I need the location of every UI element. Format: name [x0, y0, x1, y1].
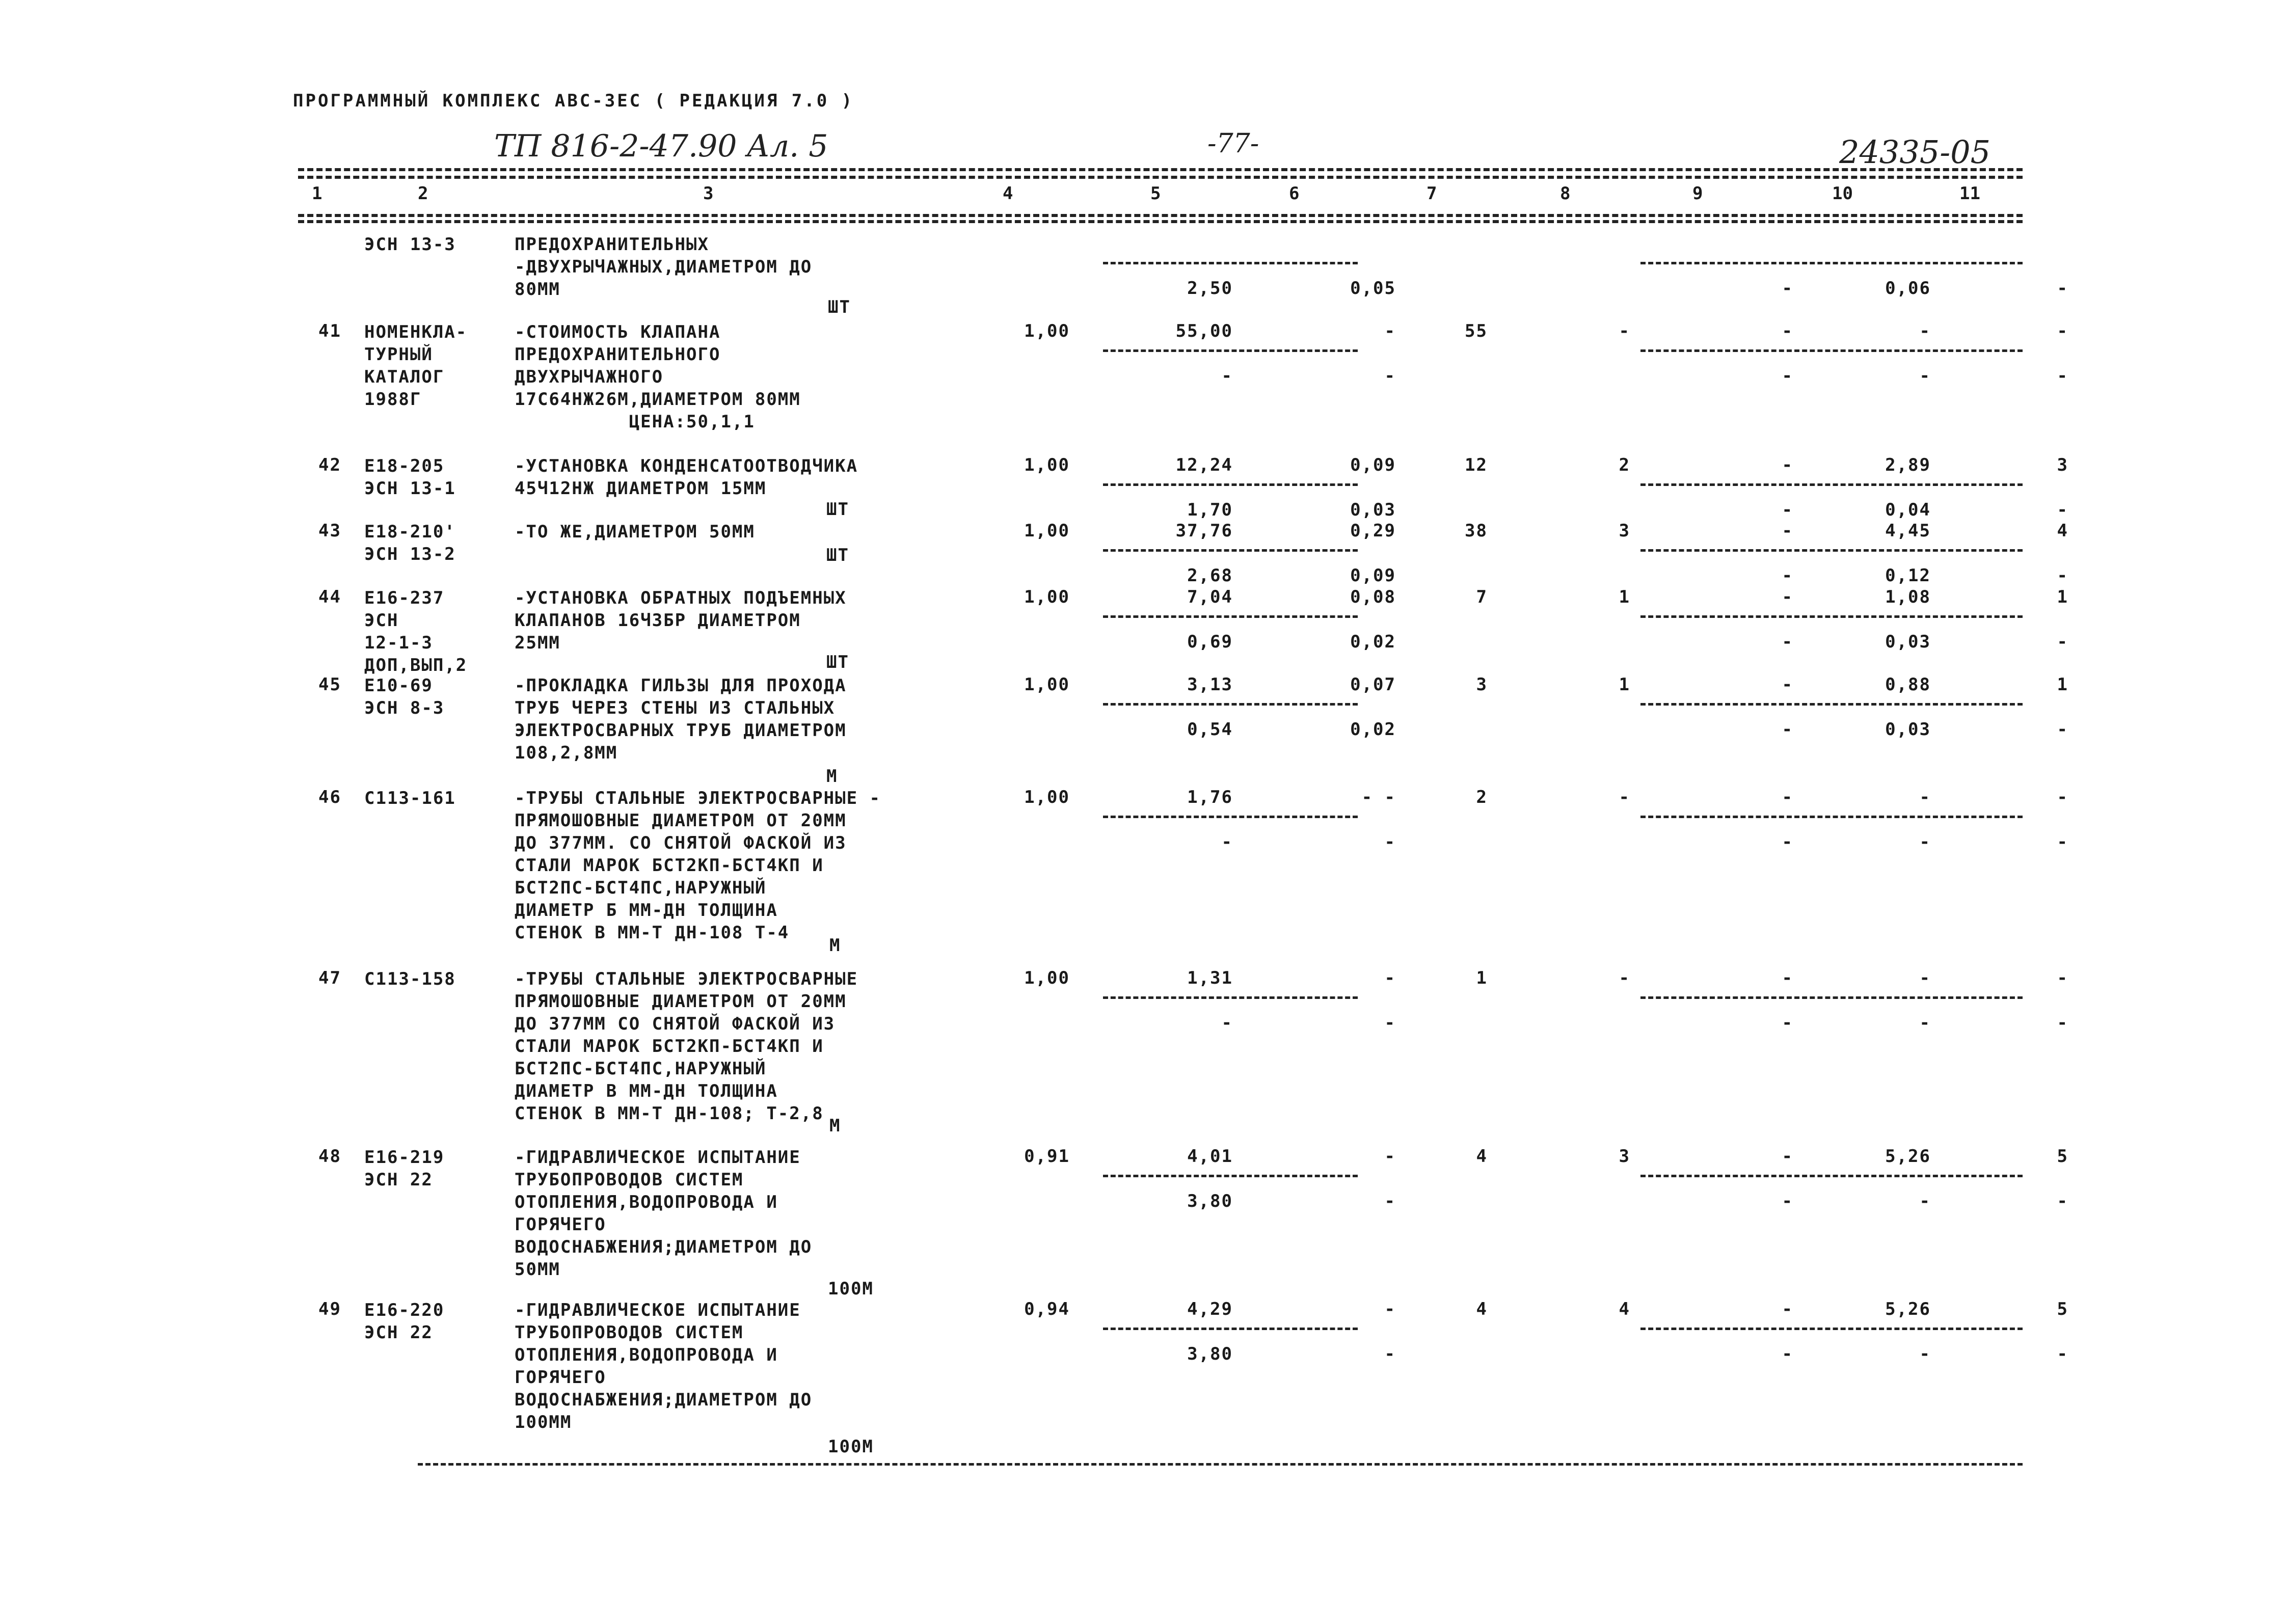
col5-top-value: 3,13: [1187, 674, 1233, 695]
archive-code: 24335-05: [1839, 133, 1991, 171]
row-code: Е18-205 ЭСН 13-1: [364, 456, 456, 499]
header-bottom-rule: [298, 214, 2023, 217]
col11-top-value: 1: [2057, 674, 2068, 695]
col6-top-value: -: [1384, 321, 1396, 341]
col7-value: 55: [1465, 321, 1488, 341]
col10-bottom-value: 0,03: [1885, 632, 1931, 652]
col8-value: -: [1619, 321, 1630, 341]
col9-top-value: -: [1782, 968, 1793, 988]
row-subtotal-separator: [1103, 349, 1358, 352]
col10-bottom-value: -: [1919, 832, 1931, 852]
col5-top-value: 12,24: [1175, 455, 1233, 475]
row-subtotal-separator-right: [1640, 615, 2023, 618]
row-subtotal-separator: [1103, 996, 1358, 999]
col5-bottom-value: 2,50: [1187, 278, 1233, 299]
row-subtotal-separator-right: [1640, 349, 2023, 352]
col5-bottom-value: 0,54: [1187, 719, 1233, 740]
col11-bottom-value: -: [2057, 565, 2068, 586]
row-description: -ТРУБЫ СТАЛЬНЫЕ ЭЛЕКТРОСВАРНЫЕ - ПРЯМОШОВНЫЕ ДИАМЕТРОМ ОТ 20ММ ДО 377ММ. СО СНЯТОЙ ФАСКОЙ ИЗ СТАЛИ МАРОК БСТ2КП-БСТ4КП И БСТ2ПС-БСТ4ПС,НАРУЖНЫЙ ДИАМЕТР Б ММ-ДН ТОЛЩИНА СТЕНОК В ММ-Т ДН-108 Т-4: [515, 788, 881, 943]
col6-bottom-value: -: [1384, 1191, 1396, 1211]
row-code: Е16-237 ЭСН 12-1-3 ДОП,ВЫП,2: [364, 588, 468, 675]
col9-bottom-value: -: [1782, 278, 1793, 299]
col7-value: 4: [1476, 1299, 1488, 1319]
row-code: ЭСН 13-3: [364, 234, 456, 255]
col6-bottom-value: 0,02: [1350, 719, 1396, 740]
row-subtotal-separator: [1103, 1328, 1358, 1330]
col-header-6: 6: [1289, 183, 1300, 204]
col6-bottom-value: -: [1384, 366, 1396, 386]
col9-bottom-value: -: [1782, 719, 1793, 740]
col-header-7: 7: [1427, 183, 1437, 204]
col11-top-value: 5: [2057, 1146, 2068, 1167]
row-unit: М: [829, 935, 841, 956]
row-number: 49: [318, 1299, 341, 1319]
col5-top-value: 55,00: [1175, 321, 1233, 341]
row-description: -УСТАНОВКА ОБРАТНЫХ ПОДЪЕМНЫХ КЛАПАНОВ 16Ч3БР ДИАМЕТРОМ 25ММ: [515, 588, 847, 653]
col7-value: 1: [1476, 968, 1488, 988]
row-description: ПРЕДОХРАНИТЕЛЬНЫХ -ДВУХРЫЧАЖНЫХ,ДИАМЕТРОМ ДО 80ММ: [515, 234, 813, 300]
col5-top-value: 1,76: [1187, 787, 1233, 807]
col8-value: 1: [1619, 674, 1630, 695]
col6-bottom-value: -: [1384, 1013, 1396, 1033]
col6-bottom-value: 0,03: [1350, 500, 1396, 520]
col10-bottom-value: -: [1919, 1344, 1931, 1364]
row-unit: М: [829, 1116, 841, 1136]
row-number: 46: [318, 787, 341, 807]
row-subtotal-separator-right: [1640, 262, 2023, 264]
row-unit: 100М: [828, 1279, 874, 1299]
top-rule: [298, 168, 2023, 171]
col-header-5: 5: [1150, 183, 1161, 204]
row-number: 48: [318, 1146, 341, 1167]
col6-top-value: 0,07: [1350, 674, 1396, 695]
col5-bottom-value: 0,69: [1187, 632, 1233, 652]
header-bottom-rule-2: [298, 220, 2023, 223]
row-subtotal-separator-right: [1640, 1328, 2023, 1330]
col6-top-value: 0,08: [1350, 587, 1396, 607]
col5-bottom-value: 1,70: [1187, 500, 1233, 520]
col11-top-value: 1: [2057, 587, 2068, 607]
row-description: -ТО ЖЕ,ДИАМЕТРОМ 50ММ: [515, 522, 755, 542]
col6-bottom-value: -: [1384, 1344, 1396, 1364]
col4-value: 0,94: [1024, 1299, 1070, 1319]
col9-top-value: -: [1782, 587, 1793, 607]
row-subtotal-separator-right: [1640, 483, 2023, 486]
row-code: НОМЕНКЛА- ТУРНЫЙ КАТАЛОГ 1988Г: [364, 322, 468, 410]
row-description: -СТОИМОСТЬ КЛАПАНА ПРЕДОХРАНИТЕЛЬНОГО ДВУХРЫЧАЖНОГО 17С64НЖ26М,ДИАМЕТРОМ 80ММ ЦЕНА:50,1,1: [515, 322, 801, 432]
row-code: С113-161: [364, 788, 456, 808]
top-rule-2: [298, 176, 2023, 179]
col11-bottom-value: -: [2057, 366, 2068, 386]
row-subtotal-separator: [1103, 816, 1358, 818]
col-header-3: 3: [703, 183, 714, 204]
row-code: Е16-220 ЭСН 22: [364, 1300, 445, 1343]
col5-bottom-value: -: [1221, 1013, 1233, 1033]
col9-top-value: -: [1782, 455, 1793, 475]
col11-top-value: -: [2057, 968, 2068, 988]
row-description: -ГИДРАВЛИЧЕСКОЕ ИСПЫТАНИЕ ТРУБОПРОВОДОВ СИСТЕМ ОТОПЛЕНИЯ,ВОДОПРОВОДА И ГОРЯЧЕГО ВОДОСНАБЖЕНИЯ;ДИАМЕТРОМ ДО 100ММ: [515, 1300, 813, 1432]
col4-value: 1,00: [1024, 674, 1070, 695]
row-subtotal-separator: [1103, 262, 1358, 264]
row-number: 43: [318, 521, 341, 541]
col10-bottom-value: 0,04: [1885, 500, 1931, 520]
row-unit: М: [826, 766, 838, 787]
col5-top-value: 1,31: [1187, 968, 1233, 988]
col6-top-value: -: [1384, 1146, 1396, 1167]
col4-value: 1,00: [1024, 521, 1070, 541]
col-header-4: 4: [1003, 183, 1013, 204]
col9-top-value: -: [1782, 521, 1793, 541]
row-subtotal-separator: [1103, 703, 1358, 706]
col10-bottom-value: -: [1919, 1191, 1931, 1211]
col-header-1: 1: [312, 183, 322, 204]
col9-bottom-value: -: [1782, 632, 1793, 652]
col8-value: -: [1619, 787, 1630, 807]
col8-value: 3: [1619, 521, 1630, 541]
col9-bottom-value: -: [1782, 1344, 1793, 1364]
row-subtotal-separator: [1103, 615, 1358, 618]
col5-bottom-value: -: [1221, 366, 1233, 386]
col10-bottom-value: 0,12: [1885, 565, 1931, 586]
col6-bottom-value: -: [1384, 832, 1396, 852]
col9-top-value: -: [1782, 321, 1793, 341]
col6-top-value: -: [1384, 1299, 1396, 1319]
row-unit: 100М: [828, 1437, 874, 1457]
col6-top-value: - -: [1361, 787, 1396, 807]
col8-value: 4: [1619, 1299, 1630, 1319]
row-unit: ШТ: [828, 297, 851, 317]
row-number: 41: [318, 321, 341, 341]
col9-bottom-value: -: [1782, 366, 1793, 386]
col11-bottom-value: -: [2057, 632, 2068, 652]
col9-bottom-value: -: [1782, 1191, 1793, 1211]
col7-value: 7: [1476, 587, 1488, 607]
col5-top-value: 37,76: [1175, 521, 1233, 541]
col10-top-value: -: [1919, 321, 1931, 341]
col4-value: 1,00: [1024, 455, 1070, 475]
col8-value: -: [1619, 968, 1630, 988]
row-subtotal-separator-right: [1640, 816, 2023, 818]
col10-bottom-value: -: [1919, 366, 1931, 386]
program-title: ПРОГРАММНЫЙ КОМПЛЕКС АВС-ЗЕС ( РЕДАКЦИЯ 7.0 ): [293, 91, 854, 111]
col10-top-value: -: [1919, 968, 1931, 988]
row-number: 42: [318, 455, 341, 475]
col5-bottom-value: 2,68: [1187, 565, 1233, 586]
row-code: С113-158: [364, 969, 456, 989]
row-number: 47: [318, 968, 341, 988]
row-code: Е16-219 ЭСН 22: [364, 1147, 445, 1190]
col6-bottom-value: 0,05: [1350, 278, 1396, 299]
row-unit: ШТ: [826, 545, 849, 565]
col8-value: 2: [1619, 455, 1630, 475]
col10-bottom-value: -: [1919, 1013, 1931, 1033]
row-code: Е10-69 ЭСН 8-3: [364, 675, 445, 718]
row-code: Е18-210' ЭСН 13-2: [364, 522, 456, 564]
col7-value: 12: [1465, 455, 1488, 475]
col-header-2: 2: [418, 183, 428, 204]
col5-top-value: 4,29: [1187, 1299, 1233, 1319]
col10-top-value: -: [1919, 787, 1931, 807]
row-subtotal-separator-right: [1640, 1175, 2023, 1177]
col6-bottom-value: 0,09: [1350, 565, 1396, 586]
col5-top-value: 4,01: [1187, 1146, 1233, 1167]
row-unit: ШТ: [826, 652, 849, 672]
col9-bottom-value: -: [1782, 565, 1793, 586]
col9-bottom-value: -: [1782, 1013, 1793, 1033]
col-header-11: 11: [1959, 183, 1980, 204]
col11-bottom-value: -: [2057, 1013, 2068, 1033]
col11-bottom-value: -: [2057, 500, 2068, 520]
col11-bottom-value: -: [2057, 1344, 2068, 1364]
col6-top-value: 0,09: [1350, 455, 1396, 475]
row-subtotal-separator-right: [1640, 549, 2023, 552]
row-description: -ПРОКЛАДКА ГИЛЬЗЫ ДЛЯ ПРОХОДА ТРУБ ЧЕРЕЗ СТЕНЫ ИЗ СТАЛЬНЫХ ЭЛЕКТРОСВАРНЫХ ТРУБ ДИАМЕТРОМ 108,2,8ММ: [515, 675, 847, 763]
col11-top-value: 5: [2057, 1299, 2068, 1319]
col5-bottom-value: 3,80: [1187, 1344, 1233, 1364]
col11-bottom-value: -: [2057, 832, 2068, 852]
col10-bottom-value: 0,06: [1885, 278, 1931, 299]
col4-value: 1,00: [1024, 787, 1070, 807]
col11-bottom-value: -: [2057, 1191, 2068, 1211]
col9-top-value: -: [1782, 1299, 1793, 1319]
col11-bottom-value: -: [2057, 278, 2068, 299]
col11-top-value: 4: [2057, 521, 2068, 541]
row-description: -ТРУБЫ СТАЛЬНЫЕ ЭЛЕКТРОСВАРНЫЕ ПРЯМОШОВНЫЕ ДИАМЕТРОМ ОТ 20ММ ДО 377ММ СО СНЯТОЙ ФАСКОЙ ИЗ СТАЛИ МАРОК БСТ2КП-БСТ4КП И БСТ2ПС-БСТ4ПС,НАРУЖНЫЙ ДИАМЕТР В ММ-ДН ТОЛЩИНА СТЕНОК В ММ-Т ДН-108; Т-2,8: [515, 969, 858, 1124]
col7-value: 2: [1476, 787, 1488, 807]
col10-top-value: 5,26: [1885, 1299, 1931, 1319]
row-subtotal-separator-right: [1640, 996, 2023, 999]
row-subtotal-separator: [1103, 483, 1358, 486]
col4-value: 1,00: [1024, 587, 1070, 607]
row-number: 45: [318, 674, 341, 695]
document-code: ТП 816-2-47.90 Ал. 5: [494, 128, 828, 164]
col5-bottom-value: 3,80: [1187, 1191, 1233, 1211]
col11-top-value: -: [2057, 321, 2068, 341]
col10-top-value: 0,88: [1885, 674, 1931, 695]
col-header-9: 9: [1692, 183, 1703, 204]
col5-top-value: 7,04: [1187, 587, 1233, 607]
col7-value: 4: [1476, 1146, 1488, 1167]
col6-top-value: 0,29: [1350, 521, 1396, 541]
col6-top-value: -: [1384, 968, 1396, 988]
col9-bottom-value: -: [1782, 500, 1793, 520]
row-unit: ШТ: [826, 499, 849, 520]
col4-value: 1,00: [1024, 968, 1070, 988]
col10-top-value: 5,26: [1885, 1146, 1931, 1167]
col7-value: 38: [1465, 521, 1488, 541]
col8-value: 1: [1619, 587, 1630, 607]
col-header-10: 10: [1832, 183, 1853, 204]
col10-top-value: 4,45: [1885, 521, 1931, 541]
col5-bottom-value: -: [1221, 832, 1233, 852]
col6-bottom-value: 0,02: [1350, 632, 1396, 652]
col4-value: 0,91: [1024, 1146, 1070, 1167]
row-subtotal-separator: [1103, 1175, 1358, 1177]
col-header-8: 8: [1560, 183, 1571, 204]
row-description: -УСТАНОВКА КОНДЕНСАТООТВОДЧИКА 45Ч12НЖ ДИАМЕТРОМ 15ММ: [515, 456, 858, 499]
col9-top-value: -: [1782, 1146, 1793, 1167]
col10-bottom-value: 0,03: [1885, 719, 1931, 740]
row-subtotal-separator: [1103, 549, 1358, 552]
col9-top-value: -: [1782, 674, 1793, 695]
col7-value: 3: [1476, 674, 1488, 695]
col11-top-value: -: [2057, 787, 2068, 807]
col10-top-value: 1,08: [1885, 587, 1931, 607]
col11-bottom-value: -: [2057, 719, 2068, 740]
row-description: -ГИДРАВЛИЧЕСКОЕ ИСПЫТАНИЕ ТРУБОПРОВОДОВ СИСТЕМ ОТОПЛЕНИЯ,ВОДОПРОВОДА И ГОРЯЧЕГО ВОДОСНАБЖЕНИЯ;ДИАМЕТРОМ ДО 50ММ: [515, 1147, 813, 1280]
col10-top-value: 2,89: [1885, 455, 1931, 475]
col9-bottom-value: -: [1782, 832, 1793, 852]
row-subtotal-separator-right: [1640, 703, 2023, 706]
col8-value: 3: [1619, 1146, 1630, 1167]
page-number: -77-: [1207, 128, 1259, 159]
row-number: 44: [318, 587, 341, 607]
col9-top-value: -: [1782, 787, 1793, 807]
col11-top-value: 3: [2057, 455, 2068, 475]
bottom-rule: [418, 1463, 2023, 1466]
col4-value: 1,00: [1024, 321, 1070, 341]
